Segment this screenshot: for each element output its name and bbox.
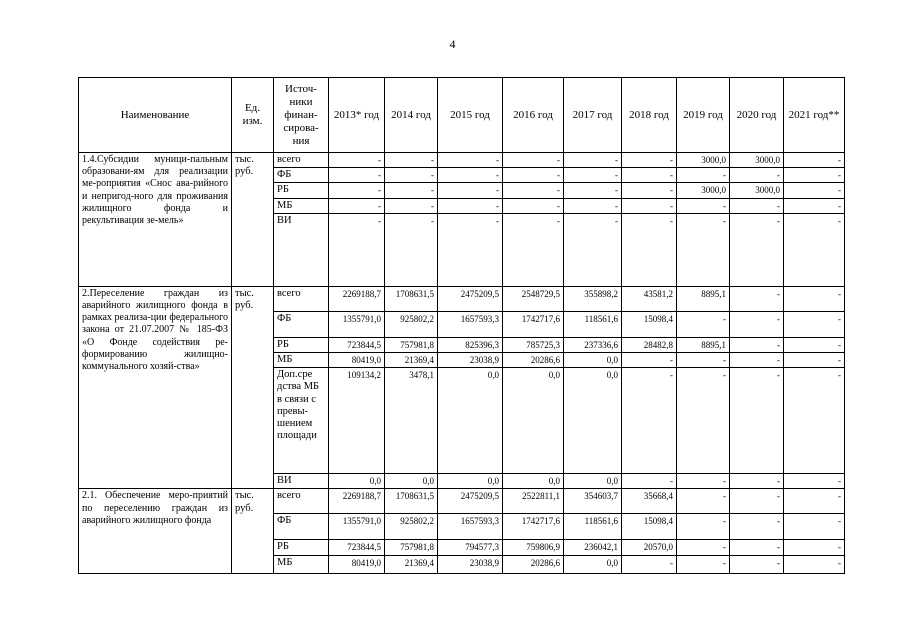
table-row [79, 153, 845, 168]
value-cell: - [677, 198, 730, 213]
page-number: 4 [449, 37, 456, 51]
value-cell: - [438, 198, 503, 213]
value-cell: - [784, 213, 845, 286]
value-cell: 28482,8 [622, 337, 677, 352]
value-cell: 2522811,1 [503, 489, 564, 514]
value-cell: 1742717,6 [503, 311, 564, 337]
value-cell: 0,0 [438, 474, 503, 489]
value-cell: - [730, 540, 784, 555]
value-cell: - [784, 514, 845, 540]
value-cell: 0,0 [564, 353, 622, 368]
header-source: Источ-ники финан-сирова-ния [274, 78, 329, 153]
value-cell: - [730, 286, 784, 311]
value-cell: - [438, 153, 503, 168]
value-cell: - [329, 213, 385, 286]
value-cell: 15098,4 [622, 311, 677, 337]
funding-source: МБ [274, 555, 329, 573]
funding-source: всего [274, 153, 329, 168]
value-cell: - [784, 540, 845, 555]
value-cell: 2269188,7 [329, 489, 385, 514]
table-row [79, 489, 845, 514]
table-row [79, 286, 845, 311]
value-cell: - [438, 183, 503, 198]
section-name: 1.4.Субсидии муници-пальным образовани-ям для реализации ме-роприятия «Снос ава-рийного и непригод-ного для проживания жилищного фонда и рекультивация зе-мель» [79, 153, 232, 287]
value-cell: 0,0 [564, 555, 622, 573]
value-cell: - [784, 555, 845, 573]
value-cell: 1708631,5 [385, 286, 438, 311]
value-cell: 0,0 [385, 474, 438, 489]
value-cell: - [730, 337, 784, 352]
value-cell: - [677, 514, 730, 540]
value-cell: - [730, 474, 784, 489]
value-cell: - [784, 183, 845, 198]
header-year-2013: 2013* год [329, 78, 385, 153]
value-cell: - [564, 198, 622, 213]
value-cell: - [438, 168, 503, 183]
value-cell: 35668,4 [622, 489, 677, 514]
value-cell: - [503, 213, 564, 286]
value-cell: - [385, 168, 438, 183]
value-cell: - [677, 474, 730, 489]
value-cell: 20286,6 [503, 353, 564, 368]
value-cell: 2475209,5 [438, 489, 503, 514]
header-name: Наименование [79, 78, 232, 153]
funding-source: всего [274, 286, 329, 311]
value-cell: - [730, 311, 784, 337]
value-cell: 925802,2 [385, 514, 438, 540]
value-cell: - [622, 198, 677, 213]
value-cell: 1742717,6 [503, 514, 564, 540]
value-cell: - [730, 213, 784, 286]
value-cell: - [385, 198, 438, 213]
funding-source: всего [274, 489, 329, 514]
value-cell: 118561,6 [564, 514, 622, 540]
value-cell: - [622, 153, 677, 168]
value-cell: - [730, 353, 784, 368]
value-cell: 785725,3 [503, 337, 564, 352]
funding-source: РБ [274, 183, 329, 198]
funding-source: МБ [274, 353, 329, 368]
value-cell: - [784, 153, 845, 168]
value-cell: 825396,3 [438, 337, 503, 352]
value-cell: - [677, 213, 730, 286]
value-cell: - [784, 474, 845, 489]
value-cell: - [622, 353, 677, 368]
value-cell: - [385, 213, 438, 286]
header-year-2021: 2021 год** [784, 78, 845, 153]
value-cell: 23038,9 [438, 555, 503, 573]
value-cell: 723844,5 [329, 540, 385, 555]
value-cell: 1657593,3 [438, 311, 503, 337]
funding-source: ВИ [274, 213, 329, 286]
value-cell: 15098,4 [622, 514, 677, 540]
value-cell: - [677, 555, 730, 573]
value-cell: - [503, 153, 564, 168]
value-cell: 723844,5 [329, 337, 385, 352]
value-cell: 8895,1 [677, 286, 730, 311]
value-cell: - [564, 213, 622, 286]
value-cell: 1355791,0 [329, 311, 385, 337]
value-cell: 794577,3 [438, 540, 503, 555]
value-cell: 109134,2 [329, 368, 385, 474]
value-cell: - [730, 555, 784, 573]
value-cell: - [677, 311, 730, 337]
value-cell: - [784, 198, 845, 213]
header-year-2017: 2017 год [564, 78, 622, 153]
section-name: 2.1. Обеспечение меро-приятий по переселению граждан из аварийного жилищного фонда [79, 489, 232, 573]
header-year-2019: 2019 год [677, 78, 730, 153]
value-cell: - [622, 213, 677, 286]
value-cell: - [784, 368, 845, 474]
value-cell: - [329, 168, 385, 183]
section-name: 2.Переселение граждан из аварийного жилищного фонда в рамках реализа-ции федерального закона от 21.07.2007 № 185-ФЗ «О Фонде содействия ре-формированию жилищно-коммунального хозяй-ства» [79, 286, 232, 489]
value-cell: - [677, 489, 730, 514]
value-cell: 2548729,5 [503, 286, 564, 311]
value-cell: - [730, 368, 784, 474]
value-cell: 355898,2 [564, 286, 622, 311]
value-cell: - [784, 286, 845, 311]
value-cell: - [385, 183, 438, 198]
value-cell: 3000,0 [677, 153, 730, 168]
value-cell: - [677, 368, 730, 474]
value-cell: 2475209,5 [438, 286, 503, 311]
funding-source: ФБ [274, 311, 329, 337]
value-cell: - [730, 514, 784, 540]
value-cell: 8895,1 [677, 337, 730, 352]
value-cell: - [329, 183, 385, 198]
value-cell: - [622, 183, 677, 198]
value-cell: 3000,0 [730, 153, 784, 168]
value-cell: - [730, 168, 784, 183]
value-cell: - [622, 168, 677, 183]
value-cell: - [677, 168, 730, 183]
value-cell: - [622, 474, 677, 489]
value-cell: - [784, 489, 845, 514]
funding-source: МБ [274, 198, 329, 213]
value-cell: - [784, 353, 845, 368]
value-cell: 0,0 [438, 368, 503, 474]
value-cell: - [730, 489, 784, 514]
section-unit: тыс. руб. [232, 489, 274, 573]
funding-source: РБ [274, 337, 329, 352]
value-cell: 21369,4 [385, 555, 438, 573]
header-row [79, 78, 845, 153]
funding-source: РБ [274, 540, 329, 555]
value-cell: 20286,6 [503, 555, 564, 573]
value-cell: - [503, 168, 564, 183]
section-unit: тыс. руб. [232, 153, 274, 287]
value-cell: 237336,6 [564, 337, 622, 352]
funding-source: ФБ [274, 168, 329, 183]
header-year-2016: 2016 год [503, 78, 564, 153]
value-cell: - [329, 153, 385, 168]
value-cell: - [622, 555, 677, 573]
value-cell: 1708631,5 [385, 489, 438, 514]
value-cell: 23038,9 [438, 353, 503, 368]
header-year-2018: 2018 год [622, 78, 677, 153]
value-cell: 0,0 [503, 474, 564, 489]
value-cell: - [784, 311, 845, 337]
value-cell: 757981,8 [385, 540, 438, 555]
value-cell: - [438, 213, 503, 286]
value-cell: - [677, 540, 730, 555]
value-cell: 236042,1 [564, 540, 622, 555]
value-cell: - [677, 353, 730, 368]
value-cell: - [385, 153, 438, 168]
value-cell: - [329, 198, 385, 213]
value-cell: - [503, 198, 564, 213]
value-cell: 43581,2 [622, 286, 677, 311]
value-cell: - [784, 337, 845, 352]
section-unit: тыс. руб. [232, 286, 274, 489]
value-cell: - [564, 168, 622, 183]
financing-table [78, 77, 845, 574]
value-cell: 1355791,0 [329, 514, 385, 540]
value-cell: 3478,1 [385, 368, 438, 474]
value-cell: 3000,0 [730, 183, 784, 198]
value-cell: 20570,0 [622, 540, 677, 555]
value-cell: 3000,0 [677, 183, 730, 198]
value-cell: 757981,8 [385, 337, 438, 352]
header-year-2014: 2014 год [385, 78, 438, 153]
funding-source: ВИ [274, 474, 329, 489]
value-cell: - [503, 183, 564, 198]
value-cell: 2269188,7 [329, 286, 385, 311]
header-year-2015: 2015 год [438, 78, 503, 153]
value-cell: 0,0 [329, 474, 385, 489]
value-cell: 21369,4 [385, 353, 438, 368]
value-cell: 80419,0 [329, 555, 385, 573]
value-cell: - [564, 153, 622, 168]
value-cell: - [730, 198, 784, 213]
value-cell: - [622, 368, 677, 474]
value-cell: 0,0 [503, 368, 564, 474]
value-cell: 1657593,3 [438, 514, 503, 540]
header-year-2020: 2020 год [730, 78, 784, 153]
value-cell: 0,0 [564, 368, 622, 474]
funding-source: Доп.сре дства МБ в связи с превы-шением площади [274, 368, 329, 474]
header-unit: Ед. изм. [232, 78, 274, 153]
funding-source: ФБ [274, 514, 329, 540]
value-cell: 354603,7 [564, 489, 622, 514]
value-cell: 759806,9 [503, 540, 564, 555]
value-cell: 0,0 [564, 474, 622, 489]
table-body [79, 153, 845, 574]
value-cell: 80419,0 [329, 353, 385, 368]
value-cell: - [784, 168, 845, 183]
value-cell: 118561,6 [564, 311, 622, 337]
value-cell: 925802,2 [385, 311, 438, 337]
value-cell: - [564, 183, 622, 198]
